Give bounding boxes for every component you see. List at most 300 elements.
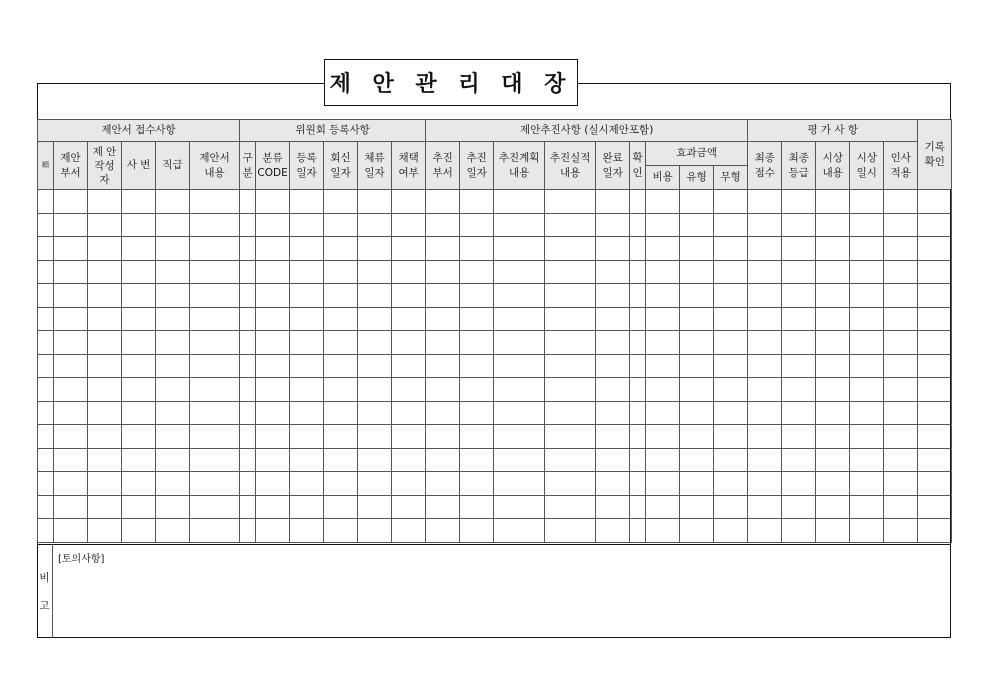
table-cell[interactable] xyxy=(426,378,460,402)
table-cell[interactable] xyxy=(256,237,290,261)
table-cell[interactable] xyxy=(54,472,88,496)
table-cell[interactable] xyxy=(358,331,392,355)
table-cell[interactable] xyxy=(190,307,240,331)
table-cell[interactable] xyxy=(494,425,545,449)
table-cell[interactable] xyxy=(290,331,324,355)
table-cell[interactable] xyxy=(256,472,290,496)
table-cell[interactable] xyxy=(240,425,256,449)
table-cell[interactable] xyxy=(38,495,54,519)
table-cell[interactable] xyxy=(918,331,952,355)
table-cell[interactable] xyxy=(54,307,88,331)
table-cell[interactable] xyxy=(884,331,918,355)
table-cell[interactable] xyxy=(88,190,122,214)
table-cell[interactable] xyxy=(596,260,630,284)
table-cell[interactable] xyxy=(54,425,88,449)
table-cell[interactable] xyxy=(88,237,122,261)
table-cell[interactable] xyxy=(918,495,952,519)
table-cell[interactable] xyxy=(646,448,680,472)
table-cell[interactable] xyxy=(426,331,460,355)
table-cell[interactable] xyxy=(782,331,816,355)
table-cell[interactable] xyxy=(884,519,918,543)
table-cell[interactable] xyxy=(630,307,646,331)
table-cell[interactable] xyxy=(782,401,816,425)
table-cell[interactable] xyxy=(156,190,190,214)
table-cell[interactable] xyxy=(630,495,646,519)
table-cell[interactable] xyxy=(850,448,884,472)
table-cell[interactable] xyxy=(816,425,850,449)
table-cell[interactable] xyxy=(918,354,952,378)
table-cell[interactable] xyxy=(596,307,630,331)
table-cell[interactable] xyxy=(156,448,190,472)
table-cell[interactable] xyxy=(256,213,290,237)
table-cell[interactable] xyxy=(256,378,290,402)
table-cell[interactable] xyxy=(630,260,646,284)
table-cell[interactable] xyxy=(545,307,596,331)
table-cell[interactable] xyxy=(290,237,324,261)
table-cell[interactable] xyxy=(630,237,646,261)
table-cell[interactable] xyxy=(190,213,240,237)
table-cell[interactable] xyxy=(122,331,156,355)
table-cell[interactable] xyxy=(290,448,324,472)
table-cell[interactable] xyxy=(748,237,782,261)
table-cell[interactable] xyxy=(240,331,256,355)
table-cell[interactable] xyxy=(358,448,392,472)
table-cell[interactable] xyxy=(748,190,782,214)
table-cell[interactable] xyxy=(918,401,952,425)
table-cell[interactable] xyxy=(918,472,952,496)
table-cell[interactable] xyxy=(545,425,596,449)
table-cell[interactable] xyxy=(392,331,426,355)
table-cell[interactable] xyxy=(392,495,426,519)
table-cell[interactable] xyxy=(324,448,358,472)
table-cell[interactable] xyxy=(54,284,88,308)
table-cell[interactable] xyxy=(426,448,460,472)
table-cell[interactable] xyxy=(545,331,596,355)
table-cell[interactable] xyxy=(748,519,782,543)
table-cell[interactable] xyxy=(460,472,494,496)
table-cell[interactable] xyxy=(460,307,494,331)
table-cell[interactable] xyxy=(240,401,256,425)
table-cell[interactable] xyxy=(646,284,680,308)
table-cell[interactable] xyxy=(714,237,748,261)
table-cell[interactable] xyxy=(256,260,290,284)
table-cell[interactable] xyxy=(714,260,748,284)
table-cell[interactable] xyxy=(884,472,918,496)
table-cell[interactable] xyxy=(494,472,545,496)
table-cell[interactable] xyxy=(240,237,256,261)
table-cell[interactable] xyxy=(324,284,358,308)
table-cell[interactable] xyxy=(630,284,646,308)
table-cell[interactable] xyxy=(156,331,190,355)
table-cell[interactable] xyxy=(680,495,714,519)
table-cell[interactable] xyxy=(782,237,816,261)
table-cell[interactable] xyxy=(545,378,596,402)
table-cell[interactable] xyxy=(850,378,884,402)
table-cell[interactable] xyxy=(782,519,816,543)
table-cell[interactable] xyxy=(884,237,918,261)
table-cell[interactable] xyxy=(545,284,596,308)
table-cell[interactable] xyxy=(884,425,918,449)
table-cell[interactable] xyxy=(646,472,680,496)
table-cell[interactable] xyxy=(324,495,358,519)
table-cell[interactable] xyxy=(290,284,324,308)
table-cell[interactable] xyxy=(782,284,816,308)
table-cell[interactable] xyxy=(122,213,156,237)
table-cell[interactable] xyxy=(714,495,748,519)
table-cell[interactable] xyxy=(850,237,884,261)
table-cell[interactable] xyxy=(460,260,494,284)
table-cell[interactable] xyxy=(884,354,918,378)
table-cell[interactable] xyxy=(324,190,358,214)
table-cell[interactable] xyxy=(596,519,630,543)
table-cell[interactable] xyxy=(714,401,748,425)
table-cell[interactable] xyxy=(290,307,324,331)
table-cell[interactable] xyxy=(494,519,545,543)
table-cell[interactable] xyxy=(646,237,680,261)
table-cell[interactable] xyxy=(156,354,190,378)
table-cell[interactable] xyxy=(358,378,392,402)
table-cell[interactable] xyxy=(256,519,290,543)
table-cell[interactable] xyxy=(88,213,122,237)
table-cell[interactable] xyxy=(596,190,630,214)
table-cell[interactable] xyxy=(884,448,918,472)
table-cell[interactable] xyxy=(545,354,596,378)
table-cell[interactable] xyxy=(782,307,816,331)
table-cell[interactable] xyxy=(646,307,680,331)
table-cell[interactable] xyxy=(54,448,88,472)
table-cell[interactable] xyxy=(494,354,545,378)
table-cell[interactable] xyxy=(748,331,782,355)
table-cell[interactable] xyxy=(426,472,460,496)
table-cell[interactable] xyxy=(156,284,190,308)
table-cell[interactable] xyxy=(190,378,240,402)
table-cell[interactable] xyxy=(54,190,88,214)
table-cell[interactable] xyxy=(358,260,392,284)
table-cell[interactable] xyxy=(680,190,714,214)
table-cell[interactable] xyxy=(122,401,156,425)
table-cell[interactable] xyxy=(122,307,156,331)
table-cell[interactable] xyxy=(630,378,646,402)
table-cell[interactable] xyxy=(256,425,290,449)
table-cell[interactable] xyxy=(596,331,630,355)
table-cell[interactable] xyxy=(680,425,714,449)
table-cell[interactable] xyxy=(38,213,54,237)
table-cell[interactable] xyxy=(156,378,190,402)
table-cell[interactable] xyxy=(392,260,426,284)
table-cell[interactable] xyxy=(190,237,240,261)
table-cell[interactable] xyxy=(240,213,256,237)
table-cell[interactable] xyxy=(190,472,240,496)
table-cell[interactable] xyxy=(596,495,630,519)
table-cell[interactable] xyxy=(884,378,918,402)
table-cell[interactable] xyxy=(54,213,88,237)
table-cell[interactable] xyxy=(918,260,952,284)
table-cell[interactable] xyxy=(680,378,714,402)
table-cell[interactable] xyxy=(782,378,816,402)
table-cell[interactable] xyxy=(850,260,884,284)
table-cell[interactable] xyxy=(680,237,714,261)
table-cell[interactable] xyxy=(88,331,122,355)
table-cell[interactable] xyxy=(782,425,816,449)
table-cell[interactable] xyxy=(646,425,680,449)
table-cell[interactable] xyxy=(54,354,88,378)
table-cell[interactable] xyxy=(190,190,240,214)
table-cell[interactable] xyxy=(392,472,426,496)
table-cell[interactable] xyxy=(816,307,850,331)
table-cell[interactable] xyxy=(630,472,646,496)
table-cell[interactable] xyxy=(596,354,630,378)
table-cell[interactable] xyxy=(460,237,494,261)
table-cell[interactable] xyxy=(850,331,884,355)
table-cell[interactable] xyxy=(680,354,714,378)
table-cell[interactable] xyxy=(596,237,630,261)
table-cell[interactable] xyxy=(630,448,646,472)
table-cell[interactable] xyxy=(646,213,680,237)
table-cell[interactable] xyxy=(918,425,952,449)
table-cell[interactable] xyxy=(680,401,714,425)
table-cell[interactable] xyxy=(54,378,88,402)
table-cell[interactable] xyxy=(324,260,358,284)
table-cell[interactable] xyxy=(714,190,748,214)
table-cell[interactable] xyxy=(324,307,358,331)
table-cell[interactable] xyxy=(494,331,545,355)
table-cell[interactable] xyxy=(38,425,54,449)
table-cell[interactable] xyxy=(460,284,494,308)
table-cell[interactable] xyxy=(646,495,680,519)
table-cell[interactable] xyxy=(88,495,122,519)
table-cell[interactable] xyxy=(324,401,358,425)
table-cell[interactable] xyxy=(460,331,494,355)
table-cell[interactable] xyxy=(38,284,54,308)
table-cell[interactable] xyxy=(460,213,494,237)
table-cell[interactable] xyxy=(290,213,324,237)
table-cell[interactable] xyxy=(714,472,748,496)
table-cell[interactable] xyxy=(156,260,190,284)
table-cell[interactable] xyxy=(748,425,782,449)
table-cell[interactable] xyxy=(324,519,358,543)
table-cell[interactable] xyxy=(324,213,358,237)
table-cell[interactable] xyxy=(460,425,494,449)
table-cell[interactable] xyxy=(596,284,630,308)
table-cell[interactable] xyxy=(88,448,122,472)
table-cell[interactable] xyxy=(816,284,850,308)
table-cell[interactable] xyxy=(782,448,816,472)
table-cell[interactable] xyxy=(782,354,816,378)
table-cell[interactable] xyxy=(748,260,782,284)
table-cell[interactable] xyxy=(816,237,850,261)
table-cell[interactable] xyxy=(392,378,426,402)
table-cell[interactable] xyxy=(256,354,290,378)
table-cell[interactable] xyxy=(884,284,918,308)
table-cell[interactable] xyxy=(240,284,256,308)
table-cell[interactable] xyxy=(122,448,156,472)
table-cell[interactable] xyxy=(494,401,545,425)
table-cell[interactable] xyxy=(38,448,54,472)
table-cell[interactable] xyxy=(392,307,426,331)
table-cell[interactable] xyxy=(290,425,324,449)
table-cell[interactable] xyxy=(545,190,596,214)
table-cell[interactable] xyxy=(88,284,122,308)
table-cell[interactable] xyxy=(545,401,596,425)
table-cell[interactable] xyxy=(816,354,850,378)
table-cell[interactable] xyxy=(122,425,156,449)
table-cell[interactable] xyxy=(646,401,680,425)
table-cell[interactable] xyxy=(156,425,190,449)
table-cell[interactable] xyxy=(240,472,256,496)
table-cell[interactable] xyxy=(392,190,426,214)
table-cell[interactable] xyxy=(816,519,850,543)
table-cell[interactable] xyxy=(190,284,240,308)
table-cell[interactable] xyxy=(54,237,88,261)
table-cell[interactable] xyxy=(156,472,190,496)
table-cell[interactable] xyxy=(290,401,324,425)
table-cell[interactable] xyxy=(38,307,54,331)
table-cell[interactable] xyxy=(816,378,850,402)
table-cell[interactable] xyxy=(748,213,782,237)
table-cell[interactable] xyxy=(290,354,324,378)
table-cell[interactable] xyxy=(88,519,122,543)
table-cell[interactable] xyxy=(190,425,240,449)
table-cell[interactable] xyxy=(392,237,426,261)
table-cell[interactable] xyxy=(545,495,596,519)
table-cell[interactable] xyxy=(646,519,680,543)
table-cell[interactable] xyxy=(460,354,494,378)
table-cell[interactable] xyxy=(748,284,782,308)
table-cell[interactable] xyxy=(38,260,54,284)
table-cell[interactable] xyxy=(714,425,748,449)
table-cell[interactable] xyxy=(630,354,646,378)
table-cell[interactable] xyxy=(714,307,748,331)
table-cell[interactable] xyxy=(714,354,748,378)
table-cell[interactable] xyxy=(426,284,460,308)
table-cell[interactable] xyxy=(38,519,54,543)
table-cell[interactable] xyxy=(426,519,460,543)
table-cell[interactable] xyxy=(358,190,392,214)
table-cell[interactable] xyxy=(596,425,630,449)
table-cell[interactable] xyxy=(38,190,54,214)
table-cell[interactable] xyxy=(256,331,290,355)
table-cell[interactable] xyxy=(38,378,54,402)
table-cell[interactable] xyxy=(918,448,952,472)
table-cell[interactable] xyxy=(630,519,646,543)
table-cell[interactable] xyxy=(850,495,884,519)
table-cell[interactable] xyxy=(426,237,460,261)
table-cell[interactable] xyxy=(918,307,952,331)
table-cell[interactable] xyxy=(748,401,782,425)
table-cell[interactable] xyxy=(190,331,240,355)
table-cell[interactable] xyxy=(426,354,460,378)
table-cell[interactable] xyxy=(494,190,545,214)
table-cell[interactable] xyxy=(918,519,952,543)
table-cell[interactable] xyxy=(358,284,392,308)
table-cell[interactable] xyxy=(748,495,782,519)
table-cell[interactable] xyxy=(240,378,256,402)
table-cell[interactable] xyxy=(358,354,392,378)
table-cell[interactable] xyxy=(240,190,256,214)
table-cell[interactable] xyxy=(714,448,748,472)
table-cell[interactable] xyxy=(290,378,324,402)
table-cell[interactable] xyxy=(54,519,88,543)
table-cell[interactable] xyxy=(256,284,290,308)
table-cell[interactable] xyxy=(680,331,714,355)
table-cell[interactable] xyxy=(545,472,596,496)
table-cell[interactable] xyxy=(680,307,714,331)
table-cell[interactable] xyxy=(545,260,596,284)
table-cell[interactable] xyxy=(494,284,545,308)
table-cell[interactable] xyxy=(256,190,290,214)
table-cell[interactable] xyxy=(680,472,714,496)
table-cell[interactable] xyxy=(426,401,460,425)
table-cell[interactable] xyxy=(240,354,256,378)
table-cell[interactable] xyxy=(324,378,358,402)
table-cell[interactable] xyxy=(256,448,290,472)
table-cell[interactable] xyxy=(630,331,646,355)
table-cell[interactable] xyxy=(918,190,952,214)
table-cell[interactable] xyxy=(426,495,460,519)
table-cell[interactable] xyxy=(816,448,850,472)
table-cell[interactable] xyxy=(714,331,748,355)
table-cell[interactable] xyxy=(545,519,596,543)
table-cell[interactable] xyxy=(460,378,494,402)
table-cell[interactable] xyxy=(460,519,494,543)
table-cell[interactable] xyxy=(392,213,426,237)
table-cell[interactable] xyxy=(156,237,190,261)
table-cell[interactable] xyxy=(680,213,714,237)
table-cell[interactable] xyxy=(596,401,630,425)
table-cell[interactable] xyxy=(426,425,460,449)
table-cell[interactable] xyxy=(545,237,596,261)
table-cell[interactable] xyxy=(782,495,816,519)
table-cell[interactable] xyxy=(38,237,54,261)
table-cell[interactable] xyxy=(358,307,392,331)
table-cell[interactable] xyxy=(256,495,290,519)
table-cell[interactable] xyxy=(38,331,54,355)
table-cell[interactable] xyxy=(190,519,240,543)
table-cell[interactable] xyxy=(324,237,358,261)
table-cell[interactable] xyxy=(358,472,392,496)
table-cell[interactable] xyxy=(748,354,782,378)
table-cell[interactable] xyxy=(850,354,884,378)
table-cell[interactable] xyxy=(460,495,494,519)
table-cell[interactable] xyxy=(392,401,426,425)
table-cell[interactable] xyxy=(680,260,714,284)
table-cell[interactable] xyxy=(88,425,122,449)
table-cell[interactable] xyxy=(460,401,494,425)
table-cell[interactable] xyxy=(816,472,850,496)
table-cell[interactable] xyxy=(392,284,426,308)
table-cell[interactable] xyxy=(156,401,190,425)
table-cell[interactable] xyxy=(782,260,816,284)
table-cell[interactable] xyxy=(54,331,88,355)
table-cell[interactable] xyxy=(88,307,122,331)
table-cell[interactable] xyxy=(460,190,494,214)
table-cell[interactable] xyxy=(630,213,646,237)
table-cell[interactable] xyxy=(850,472,884,496)
table-cell[interactable] xyxy=(646,378,680,402)
table-cell[interactable] xyxy=(122,495,156,519)
table-cell[interactable] xyxy=(782,190,816,214)
table-cell[interactable] xyxy=(850,425,884,449)
table-cell[interactable] xyxy=(918,213,952,237)
table-cell[interactable] xyxy=(88,472,122,496)
table-cell[interactable] xyxy=(122,260,156,284)
table-cell[interactable] xyxy=(748,307,782,331)
table-cell[interactable] xyxy=(918,237,952,261)
table-cell[interactable] xyxy=(256,401,290,425)
table-cell[interactable] xyxy=(714,284,748,308)
table-cell[interactable] xyxy=(156,307,190,331)
table-cell[interactable] xyxy=(54,401,88,425)
